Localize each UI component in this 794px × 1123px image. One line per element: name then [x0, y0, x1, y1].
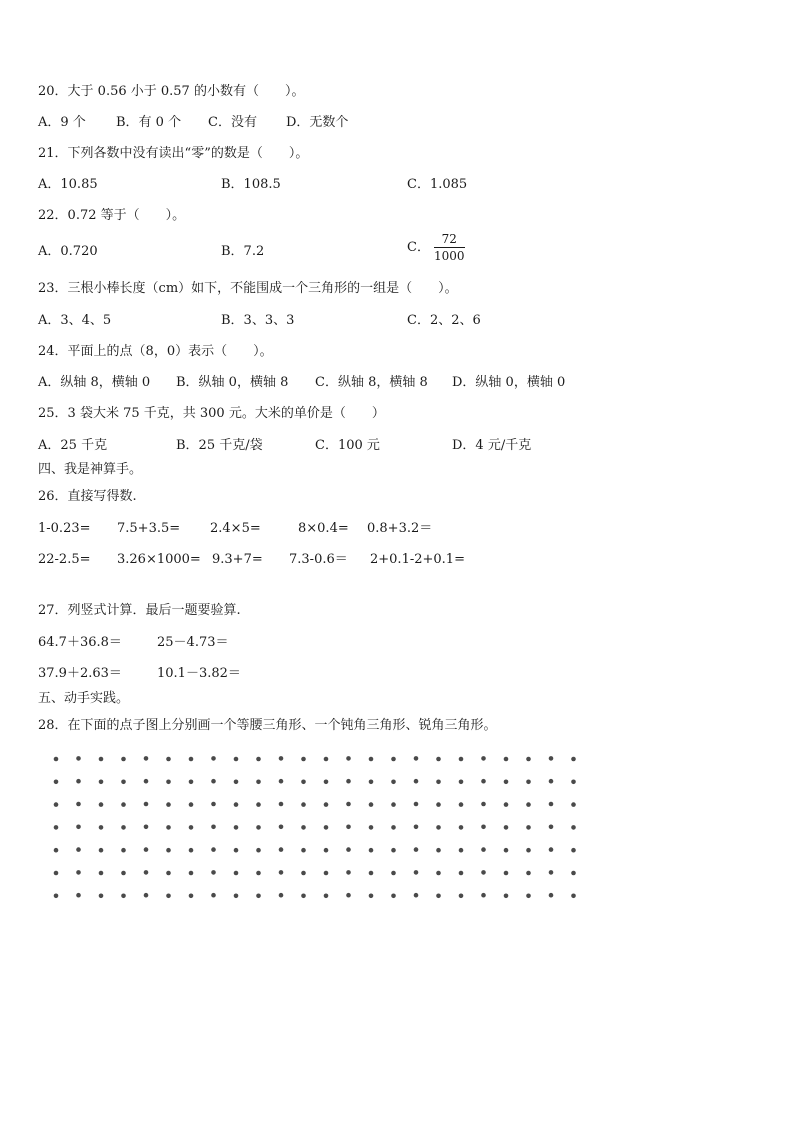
- grid-dot[interactable]: [324, 894, 329, 899]
- grid-dot[interactable]: [54, 802, 59, 807]
- grid-dot[interactable]: [189, 894, 194, 899]
- grid-dot[interactable]: [256, 780, 261, 785]
- grid-dot[interactable]: [571, 780, 576, 785]
- grid-dot[interactable]: [99, 757, 104, 762]
- q26-item: 22-2.5=: [38, 552, 91, 567]
- grid-dot[interactable]: [369, 802, 374, 807]
- grid-dot[interactable]: [369, 848, 374, 853]
- grid-dot[interactable]: [459, 757, 464, 762]
- grid-dot[interactable]: [279, 779, 284, 784]
- grid-dot[interactable]: [459, 825, 464, 830]
- grid-dot[interactable]: [189, 757, 194, 762]
- q21-option-b: B．108.5: [221, 177, 281, 192]
- grid-dot[interactable]: [571, 894, 576, 899]
- grid-dot[interactable]: [256, 757, 261, 762]
- q24-option-d: D．纵轴 0，横轴 0: [452, 375, 566, 390]
- grid-dot[interactable]: [391, 757, 396, 762]
- grid-dot[interactable]: [144, 847, 149, 852]
- grid-dot[interactable]: [436, 894, 441, 899]
- grid-dot[interactable]: [144, 802, 149, 807]
- grid-dot[interactable]: [571, 757, 576, 762]
- grid-dot[interactable]: [391, 802, 396, 807]
- grid-dot[interactable]: [549, 847, 554, 852]
- grid-dot[interactable]: [211, 847, 216, 852]
- grid-dot[interactable]: [324, 780, 329, 785]
- grid-dot[interactable]: [346, 825, 351, 830]
- grid-dot[interactable]: [99, 848, 104, 853]
- grid-dot[interactable]: [436, 780, 441, 785]
- grid-dot[interactable]: [391, 848, 396, 853]
- q26-item: 2.4×5=: [210, 521, 261, 536]
- grid-dot[interactable]: [256, 894, 261, 899]
- grid-dot[interactable]: [324, 848, 329, 853]
- grid-dot[interactable]: [121, 780, 126, 785]
- grid-dot[interactable]: [459, 894, 464, 899]
- q23-option-a: A．3、4、5: [38, 313, 112, 328]
- q21-option-a: A．10.85: [38, 177, 98, 192]
- grid-dot[interactable]: [436, 757, 441, 762]
- grid-dot[interactable]: [549, 825, 554, 830]
- grid-dot[interactable]: [279, 870, 284, 875]
- grid-dot[interactable]: [189, 825, 194, 830]
- grid-dot[interactable]: [481, 893, 486, 898]
- grid-dot[interactable]: [504, 802, 509, 807]
- grid-dot[interactable]: [324, 757, 329, 762]
- grid-dot[interactable]: [211, 802, 216, 807]
- fraction-denominator: 1000: [433, 249, 465, 263]
- grid-dot[interactable]: [414, 893, 419, 898]
- q26-item: 0.8+3.2＝: [367, 521, 433, 536]
- grid-dot[interactable]: [414, 825, 419, 830]
- grid-dot[interactable]: [256, 871, 261, 876]
- grid-dot[interactable]: [414, 847, 419, 852]
- q26-item: 1-0.23=: [38, 521, 91, 536]
- q26-item: 7.3-0.6＝: [289, 552, 348, 567]
- q22-option-a: A．0.720: [38, 244, 98, 259]
- grid-dot[interactable]: [571, 871, 576, 876]
- q27-stem: 27．列竖式计算．最后一题要验算.: [38, 603, 241, 618]
- grid-dot[interactable]: [459, 780, 464, 785]
- grid-dot[interactable]: [571, 802, 576, 807]
- q26-item: 8×0.4=: [298, 521, 349, 536]
- grid-dot[interactable]: [436, 848, 441, 853]
- q25-option-b: B．25 千克/袋: [176, 438, 263, 453]
- grid-dot[interactable]: [54, 871, 59, 876]
- q20-option-c: C．没有: [208, 115, 257, 130]
- grid-dot[interactable]: [459, 848, 464, 853]
- grid-dot[interactable]: [391, 871, 396, 876]
- grid-dot[interactable]: [369, 871, 374, 876]
- grid-dot[interactable]: [166, 780, 171, 785]
- grid-dot[interactable]: [549, 893, 554, 898]
- grid-dot[interactable]: [121, 757, 126, 762]
- grid-dot[interactable]: [189, 848, 194, 853]
- grid-dot[interactable]: [324, 825, 329, 830]
- grid-dot[interactable]: [391, 825, 396, 830]
- grid-dot[interactable]: [369, 894, 374, 899]
- grid-dot[interactable]: [504, 894, 509, 899]
- q25-option-d: D．4 元/千克: [452, 438, 532, 453]
- q28-stem: 28．在下面的点子图上分别画一个等腰三角形、一个钝角三角形、锐角三角形。: [38, 718, 497, 733]
- grid-dot[interactable]: [571, 848, 576, 853]
- q23-option-c: C．2、2、6: [407, 313, 481, 328]
- grid-dot[interactable]: [54, 894, 59, 899]
- q24-option-c: C．纵轴 8，横轴 8: [315, 375, 428, 390]
- grid-dot[interactable]: [436, 802, 441, 807]
- grid-dot[interactable]: [414, 779, 419, 784]
- grid-dot[interactable]: [301, 848, 306, 853]
- grid-dot[interactable]: [526, 825, 531, 830]
- grid-dot[interactable]: [301, 802, 306, 807]
- q25-option-c: C．100 元: [315, 438, 380, 453]
- grid-dot[interactable]: [76, 802, 81, 807]
- grid-dot[interactable]: [99, 894, 104, 899]
- grid-dot[interactable]: [301, 894, 306, 899]
- q26-item: 7.5+3.5=: [117, 521, 181, 536]
- grid-dot[interactable]: [459, 802, 464, 807]
- q21-stem: 21．下列各数中没有读出“零”的数是（ ）。: [38, 146, 309, 161]
- grid-dot[interactable]: [144, 893, 149, 898]
- q20-option-d: D．无数个: [286, 115, 349, 130]
- grid-dot[interactable]: [76, 847, 81, 852]
- grid-dot[interactable]: [459, 871, 464, 876]
- q26-item: 2+0.1-2+0.1=: [370, 552, 465, 567]
- grid-dot[interactable]: [211, 870, 216, 875]
- grid-dot[interactable]: [144, 825, 149, 830]
- q27-item: 64.7＋36.8＝: [38, 635, 122, 650]
- grid-dot[interactable]: [234, 871, 239, 876]
- grid-dot[interactable]: [526, 780, 531, 785]
- q24-option-b: B．纵轴 0，横轴 8: [176, 375, 289, 390]
- q22-stem: 22．0.72 等于（ ）。: [38, 208, 186, 223]
- grid-dot[interactable]: [346, 756, 351, 761]
- q23-option-b: B．3、3、3: [221, 313, 295, 328]
- grid-dot[interactable]: [414, 870, 419, 875]
- grid-dot[interactable]: [234, 848, 239, 853]
- grid-dot[interactable]: [279, 802, 284, 807]
- grid-dot[interactable]: [54, 757, 59, 762]
- grid-dot[interactable]: [211, 756, 216, 761]
- grid-dot[interactable]: [166, 848, 171, 853]
- grid-dot[interactable]: [166, 825, 171, 830]
- q24-option-a: A．纵轴 8，横轴 0: [38, 375, 151, 390]
- grid-dot[interactable]: [76, 779, 81, 784]
- grid-dot[interactable]: [279, 756, 284, 761]
- grid-dot[interactable]: [481, 870, 486, 875]
- grid-dot[interactable]: [54, 848, 59, 853]
- grid-dot[interactable]: [526, 894, 531, 899]
- grid-dot[interactable]: [504, 848, 509, 853]
- grid-dot[interactable]: [324, 871, 329, 876]
- grid-dot[interactable]: [414, 802, 419, 807]
- grid-dot[interactable]: [76, 825, 81, 830]
- grid-dot[interactable]: [256, 802, 261, 807]
- grid-dot[interactable]: [54, 825, 59, 830]
- grid-dot[interactable]: [549, 870, 554, 875]
- grid-dot[interactable]: [234, 757, 239, 762]
- grid-dot[interactable]: [526, 757, 531, 762]
- grid-dot[interactable]: [504, 871, 509, 876]
- grid-dot[interactable]: [346, 779, 351, 784]
- grid-dot[interactable]: [121, 825, 126, 830]
- section-5-heading: 五、动手实践。: [38, 691, 130, 706]
- q27-item: 10.1－3.82＝: [157, 666, 241, 681]
- grid-dot[interactable]: [301, 757, 306, 762]
- q23-stem: 23．三根小棒长度（cm）如下，不能围成一个三角形的一组是（ ）。: [38, 281, 458, 296]
- grid-dot[interactable]: [369, 825, 374, 830]
- grid-dot[interactable]: [549, 779, 554, 784]
- grid-dot[interactable]: [76, 756, 81, 761]
- grid-dot[interactable]: [144, 779, 149, 784]
- grid-dot[interactable]: [526, 871, 531, 876]
- grid-dot[interactable]: [526, 848, 531, 853]
- grid-dot[interactable]: [189, 871, 194, 876]
- grid-dot[interactable]: [99, 802, 104, 807]
- grid-dot[interactable]: [391, 894, 396, 899]
- grid-dot[interactable]: [54, 780, 59, 785]
- grid-dot[interactable]: [504, 780, 509, 785]
- grid-dot[interactable]: [144, 870, 149, 875]
- q26-item: 9.3+7=: [212, 552, 263, 567]
- fraction-numerator: 72: [434, 232, 465, 248]
- grid-dot[interactable]: [121, 894, 126, 899]
- grid-dot[interactable]: [166, 871, 171, 876]
- grid-dot[interactable]: [279, 893, 284, 898]
- q24-stem: 24．平面上的点（8，0）表示（ ）。: [38, 344, 273, 359]
- grid-dot[interactable]: [189, 802, 194, 807]
- grid-dot[interactable]: [346, 802, 351, 807]
- q27-item: 25－4.73＝: [157, 635, 229, 650]
- q20-option-a: A．9 个: [38, 115, 86, 130]
- grid-dot[interactable]: [279, 825, 284, 830]
- grid-dot[interactable]: [211, 779, 216, 784]
- grid-dot[interactable]: [504, 757, 509, 762]
- grid-dot[interactable]: [301, 825, 306, 830]
- grid-dot[interactable]: [324, 802, 329, 807]
- grid-dot[interactable]: [481, 779, 486, 784]
- grid-dot[interactable]: [189, 780, 194, 785]
- grid-dot[interactable]: [346, 847, 351, 852]
- grid-dot[interactable]: [121, 848, 126, 853]
- grid-dot[interactable]: [144, 756, 149, 761]
- grid-dot[interactable]: [99, 871, 104, 876]
- grid-dot[interactable]: [481, 802, 486, 807]
- grid-dot[interactable]: [234, 825, 239, 830]
- grid-dot[interactable]: [166, 757, 171, 762]
- grid-dot[interactable]: [256, 825, 261, 830]
- grid-dot[interactable]: [211, 893, 216, 898]
- grid-dot[interactable]: [481, 847, 486, 852]
- q20-option-b: B．有 0 个: [116, 115, 182, 130]
- q25-stem: 25．3 袋大米 75 千克，共 300 元。大米的单价是（ ）: [38, 406, 385, 421]
- grid-dot[interactable]: [369, 757, 374, 762]
- grid-dot[interactable]: [99, 780, 104, 785]
- grid-dot[interactable]: [121, 802, 126, 807]
- grid-dot[interactable]: [481, 825, 486, 830]
- q22-option-b: B．7.2: [221, 244, 265, 259]
- grid-dot[interactable]: [346, 870, 351, 875]
- q25-option-a: A．25 千克: [38, 438, 108, 453]
- grid-dot[interactable]: [526, 802, 531, 807]
- grid-dot[interactable]: [99, 825, 104, 830]
- q27-item: 37.9＋2.63＝: [38, 666, 122, 681]
- grid-dot[interactable]: [256, 848, 261, 853]
- grid-dot[interactable]: [234, 894, 239, 899]
- grid-dot[interactable]: [481, 756, 486, 761]
- grid-dot[interactable]: [121, 871, 126, 876]
- grid-dot[interactable]: [346, 893, 351, 898]
- grid-dot[interactable]: [76, 893, 81, 898]
- grid-dot[interactable]: [279, 847, 284, 852]
- q26-stem: 26．直接写得数.: [38, 489, 137, 504]
- grid-dot[interactable]: [504, 825, 509, 830]
- grid-dot[interactable]: [549, 802, 554, 807]
- grid-dot[interactable]: [234, 780, 239, 785]
- grid-dot[interactable]: [211, 825, 216, 830]
- section-4-heading: 四、我是神算手。: [38, 462, 143, 477]
- grid-dot[interactable]: [549, 756, 554, 761]
- grid-dot[interactable]: [571, 825, 576, 830]
- grid-dot[interactable]: [301, 871, 306, 876]
- q21-option-c: C．1.085: [407, 177, 468, 192]
- grid-dot[interactable]: [414, 756, 419, 761]
- q20-stem: 20．大于 0.56 小于 0.57 的小数有（ ）。: [38, 84, 305, 99]
- q22-option-c-label: C．: [407, 240, 430, 255]
- grid-dot[interactable]: [166, 802, 171, 807]
- q26-item: 3.26×1000=: [117, 552, 201, 567]
- grid-dot[interactable]: [436, 825, 441, 830]
- grid-dot[interactable]: [234, 802, 239, 807]
- grid-dot[interactable]: [76, 870, 81, 875]
- grid-dot[interactable]: [301, 780, 306, 785]
- grid-dot[interactable]: [166, 894, 171, 899]
- grid-dot[interactable]: [436, 871, 441, 876]
- grid-dot[interactable]: [369, 780, 374, 785]
- grid-dot[interactable]: [391, 780, 396, 785]
